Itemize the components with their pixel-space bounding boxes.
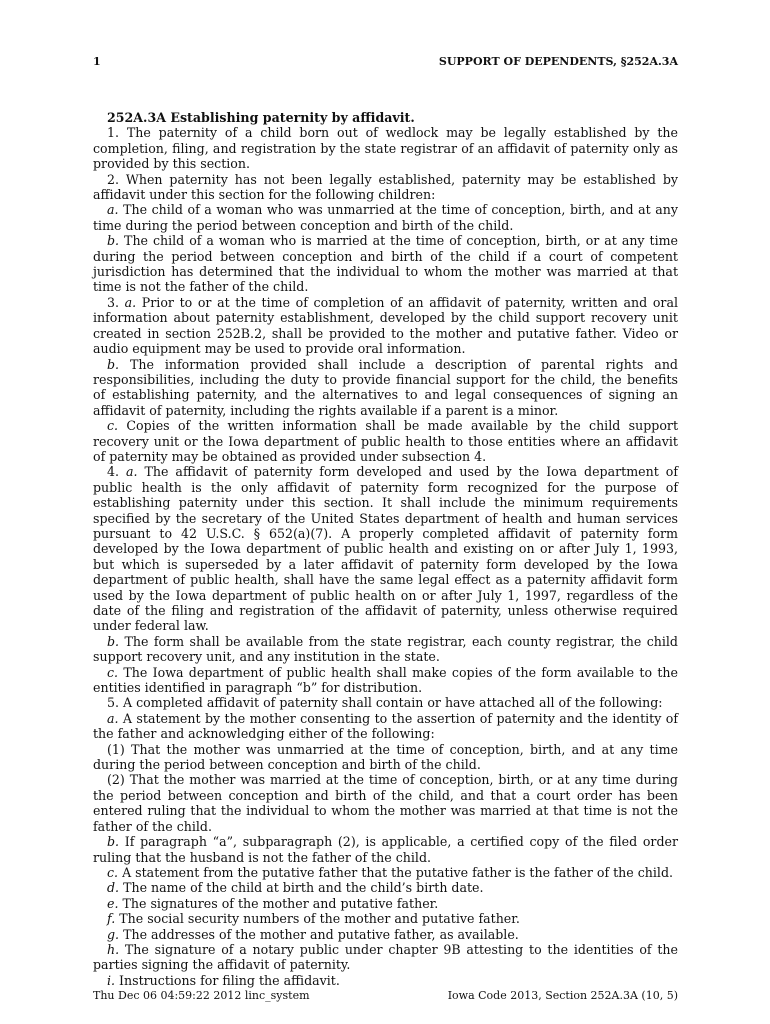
- paragraph-text: The affidavit of paternity form developed and used by the Iowa department of public health is the only affidavit of paternity form recognized for the purpose of establishing paternity under this section. It shall include the minimum requirements specified by the secretary of the United States department of health and human services pursuant to 42 U.S.C. § 652(a)(7). A properly completed affidavit of paternity form developed by the Iowa department of public health and existing on or after July 1, 1993, but which is superseded by a later affidavit of paternity form developed by the Iowa department of public health, shall have the same legal effect as a paternity affidavit form used by the Iowa department of public health on or after July 1, 1997, regardless of the date of the filing and registration of the affidavit of paternity, unless otherwise required under federal law.: [93, 464, 678, 634]
- paragraph-text: A statement from the putative father that the putative father is the father of the child.: [118, 864, 674, 880]
- paragraph-letter: a.: [107, 202, 119, 218]
- paragraph-text: If paragraph “a”, subparagraph (2), is applicable, a certified copy of the filed order ruling that the husband is not the father of the child.: [93, 834, 678, 865]
- paragraph: [93, 634, 678, 665]
- paragraph-letter: h.: [107, 941, 120, 957]
- paragraph-letter: a.: [124, 294, 137, 310]
- paragraph-text: The addresses of the mother and putative father, as available.: [119, 926, 519, 942]
- paragraph-letter: c.: [107, 418, 119, 434]
- paragraph: [93, 464, 678, 633]
- paragraph-letter: d.: [107, 880, 120, 896]
- paragraph-text: The child of a woman who was unmarried at the time of conception, birth, and at any time during the period between conception and birth of the child.: [93, 202, 678, 233]
- paragraph-number: 4.: [107, 464, 126, 480]
- footer-citation: Iowa Code 2013, Section 252A.3A (10, 5): [447, 989, 678, 1002]
- paragraph-letter: e.: [107, 895, 119, 911]
- paragraph: [93, 711, 678, 742]
- paragraph-text: The name of the child at birth and the child’s birth date.: [119, 880, 484, 896]
- paragraph: [93, 942, 678, 973]
- section-heading: 252A.3A Establishing paternity by affidavit.: [107, 110, 415, 125]
- paragraph-text: The form shall be available from the state registrar, each county registrar, the child support recovery unit, and any institution in the state.: [93, 633, 678, 665]
- paragraph-letter: b.: [107, 356, 120, 372]
- paragraph: [93, 665, 678, 696]
- paragraph: [93, 695, 678, 710]
- paragraph: [93, 202, 678, 233]
- paragraph: [93, 295, 678, 357]
- paragraph-text: Copies of the written information shall be made available by the child support recovery unit or the Iowa department of public health to those entities where an affidavit of paternity may be obtained as provided under subsection 4.: [93, 418, 678, 464]
- paragraph: [93, 834, 678, 865]
- document-body: [93, 110, 678, 988]
- paragraph-text: The signature of a notary public under chapter 9B attesting to the identities of the parties signing the affidavit of paternity.: [93, 941, 678, 973]
- paragraph-letter: b.: [107, 633, 120, 649]
- paragraph: [93, 357, 678, 419]
- paragraph: [93, 896, 678, 911]
- paragraph-letter: c.: [107, 664, 119, 680]
- paragraph-number: 3.: [107, 294, 125, 310]
- paragraph: [93, 125, 678, 171]
- paragraph-text: The child of a woman who is married at the time of conception, birth, or at any time during the period between conception and birth of the child if a court of competent jurisdiction has determined that the individual to whom the mother was married at that time is not the father of the child.: [93, 233, 678, 295]
- paragraph: [93, 927, 678, 942]
- paragraph-text: The signatures of the mother and putative father.: [118, 895, 439, 911]
- paragraph-text: 5. A completed affidavit of paternity shall contain or have attached all of the following:: [107, 695, 663, 711]
- paragraph: [93, 172, 678, 203]
- paragraph-text: Instructions for filing the affidavit.: [115, 972, 340, 988]
- running-title: SUPPORT OF DEPENDENTS, §252A.3A: [438, 55, 678, 68]
- paragraph: [93, 772, 678, 834]
- paragraph-text: 2. When paternity has not been legally established, paternity may be established by affidavit under this section for the following children:: [93, 171, 678, 203]
- paragraph: [93, 865, 678, 880]
- paragraph-letter: c.: [107, 864, 119, 880]
- paragraph-text: 1. The paternity of a child born out of wedlock may be legally established by the completion, filing, and registration by the state registrar of an affidavit of paternity only as provided by this section.: [93, 125, 678, 172]
- paragraph-text: (1) That the mother was unmarried at the time of conception, birth, and at any time during the period between conception and birth of the child.: [93, 741, 678, 773]
- paragraph-letter: b.: [107, 834, 120, 850]
- paragraph-text: The information provided shall include a description of parental rights and responsibilities, including the duty to provide financial support for the child, the benefits of establishing paternity, and the alternatives to and legal consequences of signing an affidavit of paternity, including the rights available if a parent is a minor.: [93, 356, 678, 418]
- paragraph-letter: a.: [126, 464, 138, 480]
- paragraph-text: Prior to or at the time of completion of an affidavit of paternity, written and oral information about paternity establishment, developed by the child support recovery unit created in section 252B.2, shall be provided to the mother and putative father. Video or audio equipment may be used to provide oral information.: [93, 294, 678, 357]
- paragraph-letter: i.: [107, 972, 116, 988]
- paragraph: [93, 742, 678, 773]
- paragraph-text: A statement by the mother consenting to the assertion of paternity and the identity of the father and acknowledging either of the following:: [93, 710, 678, 742]
- paragraph: [93, 418, 678, 464]
- paragraph-letter: a.: [107, 710, 119, 726]
- paragraph: [93, 233, 678, 295]
- paragraph: [93, 973, 678, 988]
- paragraph-text: (2) That the mother was married at the time of conception, birth, or at any time during the period between conception and birth of the child, and that a court order has been entered ruling that the individual to whom the mother was married at that time is not the father of the child.: [93, 772, 678, 834]
- paragraph-letter: f.: [107, 911, 116, 927]
- paragraph-text: The social security numbers of the mother and putative father.: [115, 911, 520, 927]
- paragraph-letter: b.: [107, 233, 120, 249]
- page-number: 1: [93, 55, 101, 68]
- paragraph: [93, 911, 678, 926]
- paragraph-letter: g.: [107, 926, 120, 942]
- paragraph-text: The Iowa department of public health shall make copies of the form available to the entities identified in paragraph “b” for distribution.: [93, 664, 678, 696]
- footer-timestamp: Thu Dec 06 04:59:22 2012 linc_system: [93, 989, 310, 1002]
- paragraph: [93, 880, 678, 895]
